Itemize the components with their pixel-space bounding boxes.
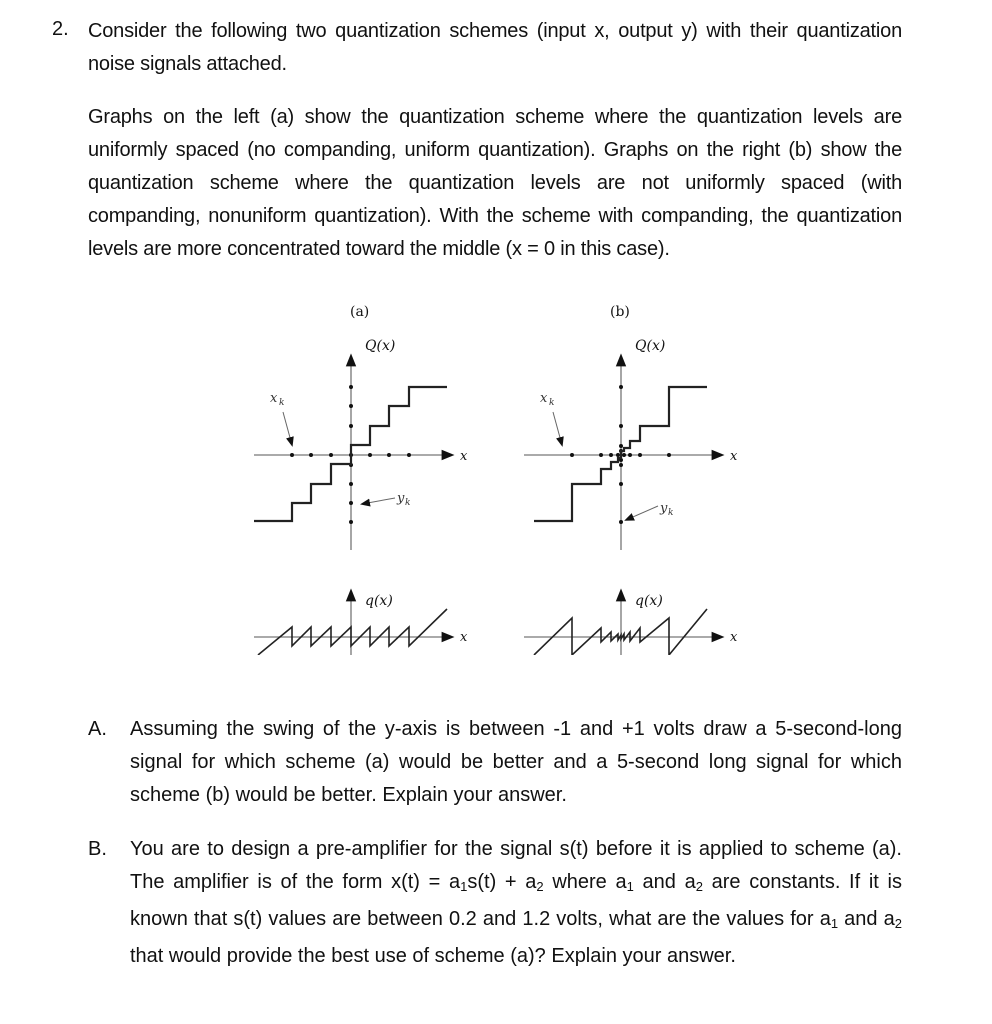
subscript: 1: [626, 879, 634, 894]
yk-subscript: k: [405, 498, 411, 508]
x-axis-label: x: [730, 449, 738, 464]
noise-x-label: x: [460, 630, 468, 645]
subscript: 1: [830, 916, 839, 931]
figure-b-noise: [510, 575, 760, 655]
text-segment: and a: [633, 871, 696, 893]
figure-a-q-axis-label: Q(x): [365, 338, 396, 354]
text-segment: that would provide the best use of scheme (a)? Explain your answer.: [130, 945, 736, 967]
noise-label: q(x): [365, 593, 393, 609]
yk-label: y: [660, 501, 668, 516]
subscript: 2: [536, 879, 544, 894]
part-a-text: Assuming the swing of the y-axis is between -1 and +1 volts draw a 5-second-long signal for which scheme (a) would be better and a 5-second long signal for which scheme (b) would be better. Explain your answer.: [130, 718, 902, 806]
xk-subscript: k: [549, 398, 555, 408]
part-b-label: B.: [88, 838, 107, 860]
text-segment: You are to design a pre-amplifier for the signal s(t) before it is applied to scheme (a). The amplifier is of the form x(t) = a: [130, 838, 902, 893]
xk-arrow: [283, 412, 292, 445]
part-a: [88, 713, 902, 812]
yk-label: y: [397, 491, 405, 506]
noise-label: q(x): [635, 593, 663, 609]
xk-arrow: [553, 412, 562, 445]
xk-label: x: [270, 391, 278, 406]
text-segment: and a: [838, 908, 895, 930]
subscript: 2: [695, 879, 703, 894]
figure-b-quantizer: [510, 290, 760, 560]
part-a-label: A.: [88, 718, 107, 740]
text-segment: are constants. If it is known that s(t) values are between 0.2 and 1.2 volts, what are the values for a: [130, 871, 902, 930]
question-description: Graphs on the left (a) show the quantization scheme where the quantization levels are uniformly spaced (no companding, uniform quantization). Graphs on the right (b) show the quantization scheme where the quantization levels are not uniformly spaced (with companding, nonuniform quantization). With the scheme with companding, the quantization levels are more concentrated toward the middle (x = 0 in this case).: [88, 106, 902, 260]
text-segment: s(t) + a: [467, 871, 537, 893]
figure-a-quantizer: [240, 290, 490, 560]
yk-subscript: k: [668, 508, 674, 518]
question-number: 2.: [52, 18, 69, 40]
xk-subscript: k: [279, 398, 285, 408]
x-axis-label: x: [460, 449, 468, 464]
figure-a-label: (a): [350, 304, 370, 320]
figure-a-noise: [240, 575, 490, 655]
text-segment: where a: [543, 871, 627, 893]
noise-sawtooth: [258, 609, 447, 655]
figure-b-label: (b): [610, 304, 630, 320]
yk-arrow: [626, 506, 658, 520]
part-b-text: [130, 833, 902, 973]
noise-x-label: x: [730, 630, 738, 645]
figure-b-q-axis-label: Q(x): [635, 338, 666, 354]
question-intro: Consider the following two quantization schemes (input x, output y) with their quantization noise signals attached.: [88, 20, 902, 75]
subscript: 2: [894, 916, 902, 931]
subscript: 1: [460, 879, 468, 894]
xk-label: x: [540, 391, 548, 406]
part-b: [88, 833, 902, 973]
yk-arrow: [362, 498, 395, 504]
